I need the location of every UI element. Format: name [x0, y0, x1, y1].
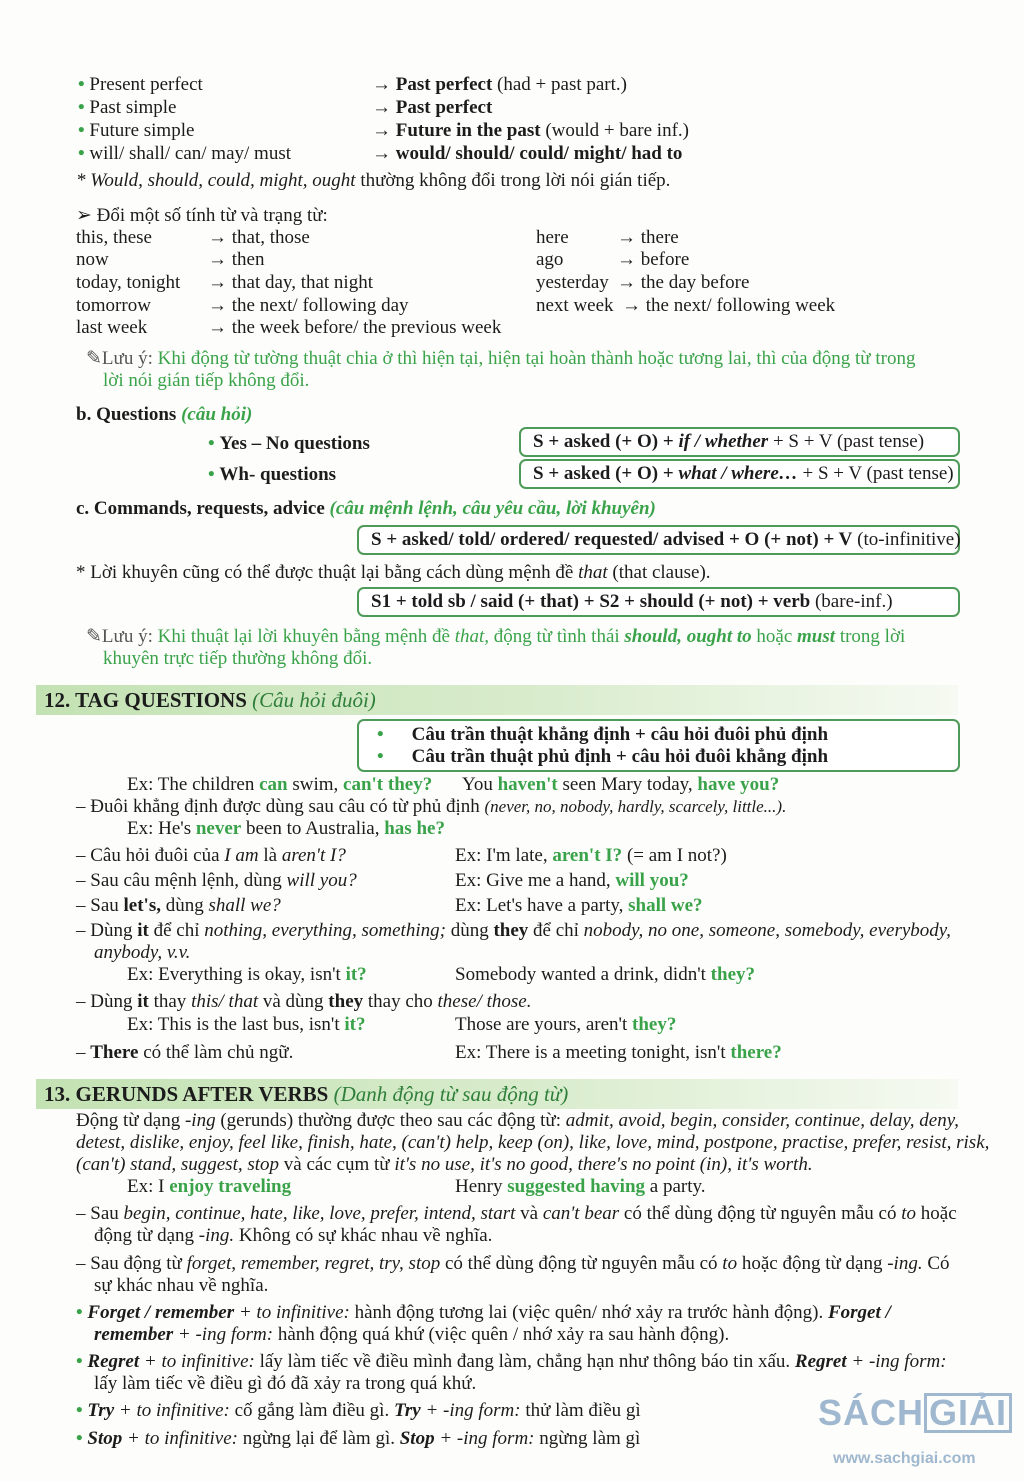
gerund-bullet-stop: • Stop + to infinitive: ngừng lại để làm gì. Stop + -ing form: ngừng làm gì: [76, 1428, 641, 1449]
section-13-title: 13. GERUNDS AFTER VERBS (Danh động từ sau động từ): [44, 1082, 569, 1106]
watermark-url: www.sachgiai.com: [833, 1450, 976, 1467]
gerund-rule-different-meaning-cont: sự khác nhau về nghĩa.: [94, 1275, 269, 1296]
tag-example-everything: Ex: Everything is okay, isn't it?: [127, 964, 367, 985]
adverb-to: → before: [617, 249, 690, 270]
questions-heading: b. Questions (câu hỏi): [76, 404, 253, 425]
adverb-from: now: [76, 249, 109, 270]
gerund-rule-same-meaning-cont: động từ dạng -ing. Không có sự khác nhau về nghĩa.: [94, 1225, 493, 1246]
tag-rule-box: • Câu trần thuật khẳng định + câu hỏi đuôi phủ định • Câu trần thuật phủ định + câu hỏi đuôi khẳng định: [357, 719, 960, 772]
advice-formula-box: S1 + told sb / said (+ that) + S2 + should (+ not) + verb (bare-inf.): [357, 587, 960, 617]
adverb-to: → that day, that night: [208, 272, 373, 293]
pencil-icon: ✎: [86, 626, 102, 647]
tag-rule-there: – There có thể làm chủ ngữ.: [76, 1042, 294, 1063]
arrow-icon: →: [372, 143, 391, 164]
adverb-to: → that, those: [208, 227, 310, 248]
yes-no-formula-box: S + asked (+ O) + if / whether + S + V (past tense): [519, 427, 960, 457]
section-12-title: 12. TAG QUESTIONS (Câu hỏi đuôi): [44, 688, 376, 712]
adverb-to: → the day before: [617, 272, 750, 293]
gerund-intro-line2: detest, dislike, enjoy, feel like, finish, hate, (can't) help, keep (on), like, love, mind, postpone, practise, prefer, resist, risk,: [76, 1132, 990, 1153]
arrow-icon: →: [208, 317, 227, 338]
arrow-icon: →: [372, 97, 391, 118]
gerund-bullet-try: • Try + to infinitive: cố gắng làm điều gì. Try + -ing form: thử làm điều gì: [76, 1400, 641, 1421]
tag-rule-lets: – Sau let's, dùng shall we?: [76, 895, 281, 916]
tag-example-i-am: Ex: I'm late, aren't I? (= am I not?): [455, 845, 727, 866]
adverb-from: tomorrow: [76, 295, 151, 316]
gerund-bullet-forget: • Forget / remember + to infinitive: hành động tương lai (việc quên/ nhớ xảy ra trước hành động). Forget /: [76, 1302, 891, 1323]
tense-from: • Future simple: [78, 120, 195, 141]
arrow-icon: →: [208, 249, 227, 270]
gerund-intro-line3: (can't) stand, suggest, stop và các cụm từ it's no use, it's no good, there's no point (in), it's worth.: [76, 1154, 813, 1175]
tag-example-2: You haven't seen Mary today, have you?: [462, 774, 780, 795]
tag-rule-indefinite: – Dùng it để chỉ nothing, everything, something; dùng they để chỉ nobody, no one, someone, somebody, everybody,: [76, 920, 951, 941]
tense-from: • Present perfect: [78, 74, 203, 95]
tense-to: → Past perfect: [372, 97, 493, 118]
watermark-logo: SÁCH GIẢI: [818, 1392, 1012, 1434]
arrow-icon: →: [622, 295, 641, 316]
yes-no-label: • Yes – No questions: [208, 433, 370, 454]
wh-label: • Wh- questions: [208, 464, 337, 485]
tag-rule-imperative: – Sau câu mệnh lệnh, dùng will you?: [76, 870, 357, 891]
arrow-icon: →: [372, 74, 391, 95]
commands-heading: c. Commands, requests, advice (câu mệnh lệnh, câu yêu cầu, lời khuyên): [76, 498, 656, 519]
wh-formula-box: S + asked (+ O) + what / where… + S + V (past tense): [519, 459, 960, 489]
gerund-bullet-forget-cont: remember + -ing form: hành động quá khứ (việc quên / nhớ xảy ra sau hành động).: [94, 1324, 730, 1345]
tag-example-there: Ex: There is a meeting tonight, isn't there?: [455, 1042, 782, 1063]
note-advice: ✎Lưu ý: Khi thuật lại lời khuyên bằng mệnh đề that, động từ tình thái should, ought to hoặc must trong lời: [86, 626, 906, 647]
arrow-icon: →: [208, 295, 227, 316]
gerund-bullet-regret-cont: lấy làm tiếc về điều gì đó đã xảy ra trong quá khứ.: [94, 1373, 477, 1394]
adverb-to: → the week before/ the previous week: [208, 317, 502, 338]
tag-example-this: Ex: This is the last bus, isn't it?: [127, 1014, 366, 1035]
tag-example-1: Ex: The children can swim, can't they?: [127, 774, 433, 795]
tag-example-never: Ex: He's never been to Australia, has he?: [127, 818, 445, 839]
tense-from: • will/ shall/ can/ may/ must: [78, 143, 291, 164]
advice-note: * Lời khuyên cũng có thể được thuật lại bằng cách dùng mệnh đề that (that clause).: [76, 562, 711, 583]
tense-to: → Future in the past (would + bare inf.): [372, 120, 689, 141]
gerund-rule-different-meaning: – Sau động từ forget, remember, regret, try, stop có thể dùng động từ nguyên mẫu có to hoặc động từ dạng -ing. Có: [76, 1253, 950, 1274]
tag-rule-i-am: – Câu hỏi đuôi của I am là aren't I?: [76, 845, 346, 866]
adverb-from: next week: [536, 295, 614, 316]
adverb-from: this, these: [76, 227, 152, 248]
adverb-to: → the next/ following week: [622, 295, 836, 316]
adverb-from: ago: [536, 249, 564, 270]
commands-formula-box: S + asked/ told/ ordered/ requested/ advised + O (+ not) + V (to-infinitive): [357, 525, 960, 555]
tag-example-those: Those are yours, aren't they?: [455, 1014, 677, 1035]
tense-to: → Past perfect (had + past part.): [372, 74, 627, 95]
adverb-to: → there: [617, 227, 679, 248]
arrow-icon: →: [372, 120, 391, 141]
note-modals: * Would, should, could, might, ought thường không đổi trong lời nói gián tiếp.: [76, 170, 671, 191]
gerund-example-enjoy: Ex: I enjoy traveling: [127, 1176, 292, 1197]
adverb-from: here: [536, 227, 569, 248]
adverb-to: → then: [208, 249, 265, 270]
arrow-icon: →: [617, 249, 636, 270]
arrow-icon: →: [617, 227, 636, 248]
adverb-from: last week: [76, 317, 148, 338]
tag-example-somebody: Somebody wanted a drink, didn't they?: [455, 964, 755, 985]
tense-to: → would/ should/ could/ might/ had to: [372, 143, 683, 164]
arrow-icon: →: [208, 272, 227, 293]
gerund-example-suggested: Henry suggested having a party.: [455, 1176, 706, 1197]
note-advice-cont: khuyên trực tiếp thường không đổi.: [103, 648, 373, 669]
tag-example-lets: Ex: Let's have a party, shall we?: [455, 895, 703, 916]
gerund-bullet-regret: • Regret + to infinitive: lấy làm tiếc về điều mình đang làm, chẳng hạn như thông báo tin xấu. Regret + -ing form:: [76, 1351, 947, 1372]
arrow-icon: →: [208, 227, 227, 248]
adverb-from: today, tonight: [76, 272, 181, 293]
pencil-icon: ✎: [86, 348, 102, 369]
gerund-rule-same-meaning: – Sau begin, continue, hate, like, love, prefer, intend, start và can't bear có thể dùng động từ nguyên mẫu có to hoặc: [76, 1203, 957, 1224]
tag-rule-indefinite-cont: anybody, v.v.: [94, 942, 191, 963]
tense-from: • Past simple: [78, 97, 177, 118]
arrow-icon: →: [617, 272, 636, 293]
adverb-from: yesterday: [536, 272, 609, 293]
note-reporting-verb-cont: lời nói gián tiếp không đổi.: [103, 370, 310, 391]
tag-rule-this-that: – Dùng it thay this/ that và dùng they thay cho these/ those.: [76, 991, 532, 1012]
adverb-to: → the next/ following day: [208, 295, 409, 316]
tag-rule-negative: – Đuôi khẳng định được dùng sau câu có từ phủ định (never, no, nobody, hardly, scarcely, little...).: [76, 796, 787, 817]
note-reporting-verb: ✎Lưu ý: Khi động từ tường thuật chia ở thì hiện tại, hiện tại hoàn thành hoặc tương lai, thì của động từ trong: [86, 348, 916, 369]
adverbs-heading: ➢ Đổi một số tính từ và trạng từ:: [76, 205, 328, 226]
gerund-intro-line1: Động từ dạng -ing (gerunds) thường được theo sau các động từ: admit, avoid, begin, consider, continue, delay, deny,: [76, 1110, 959, 1131]
tag-example-imperative: Ex: Give me a hand, will you?: [455, 870, 689, 891]
